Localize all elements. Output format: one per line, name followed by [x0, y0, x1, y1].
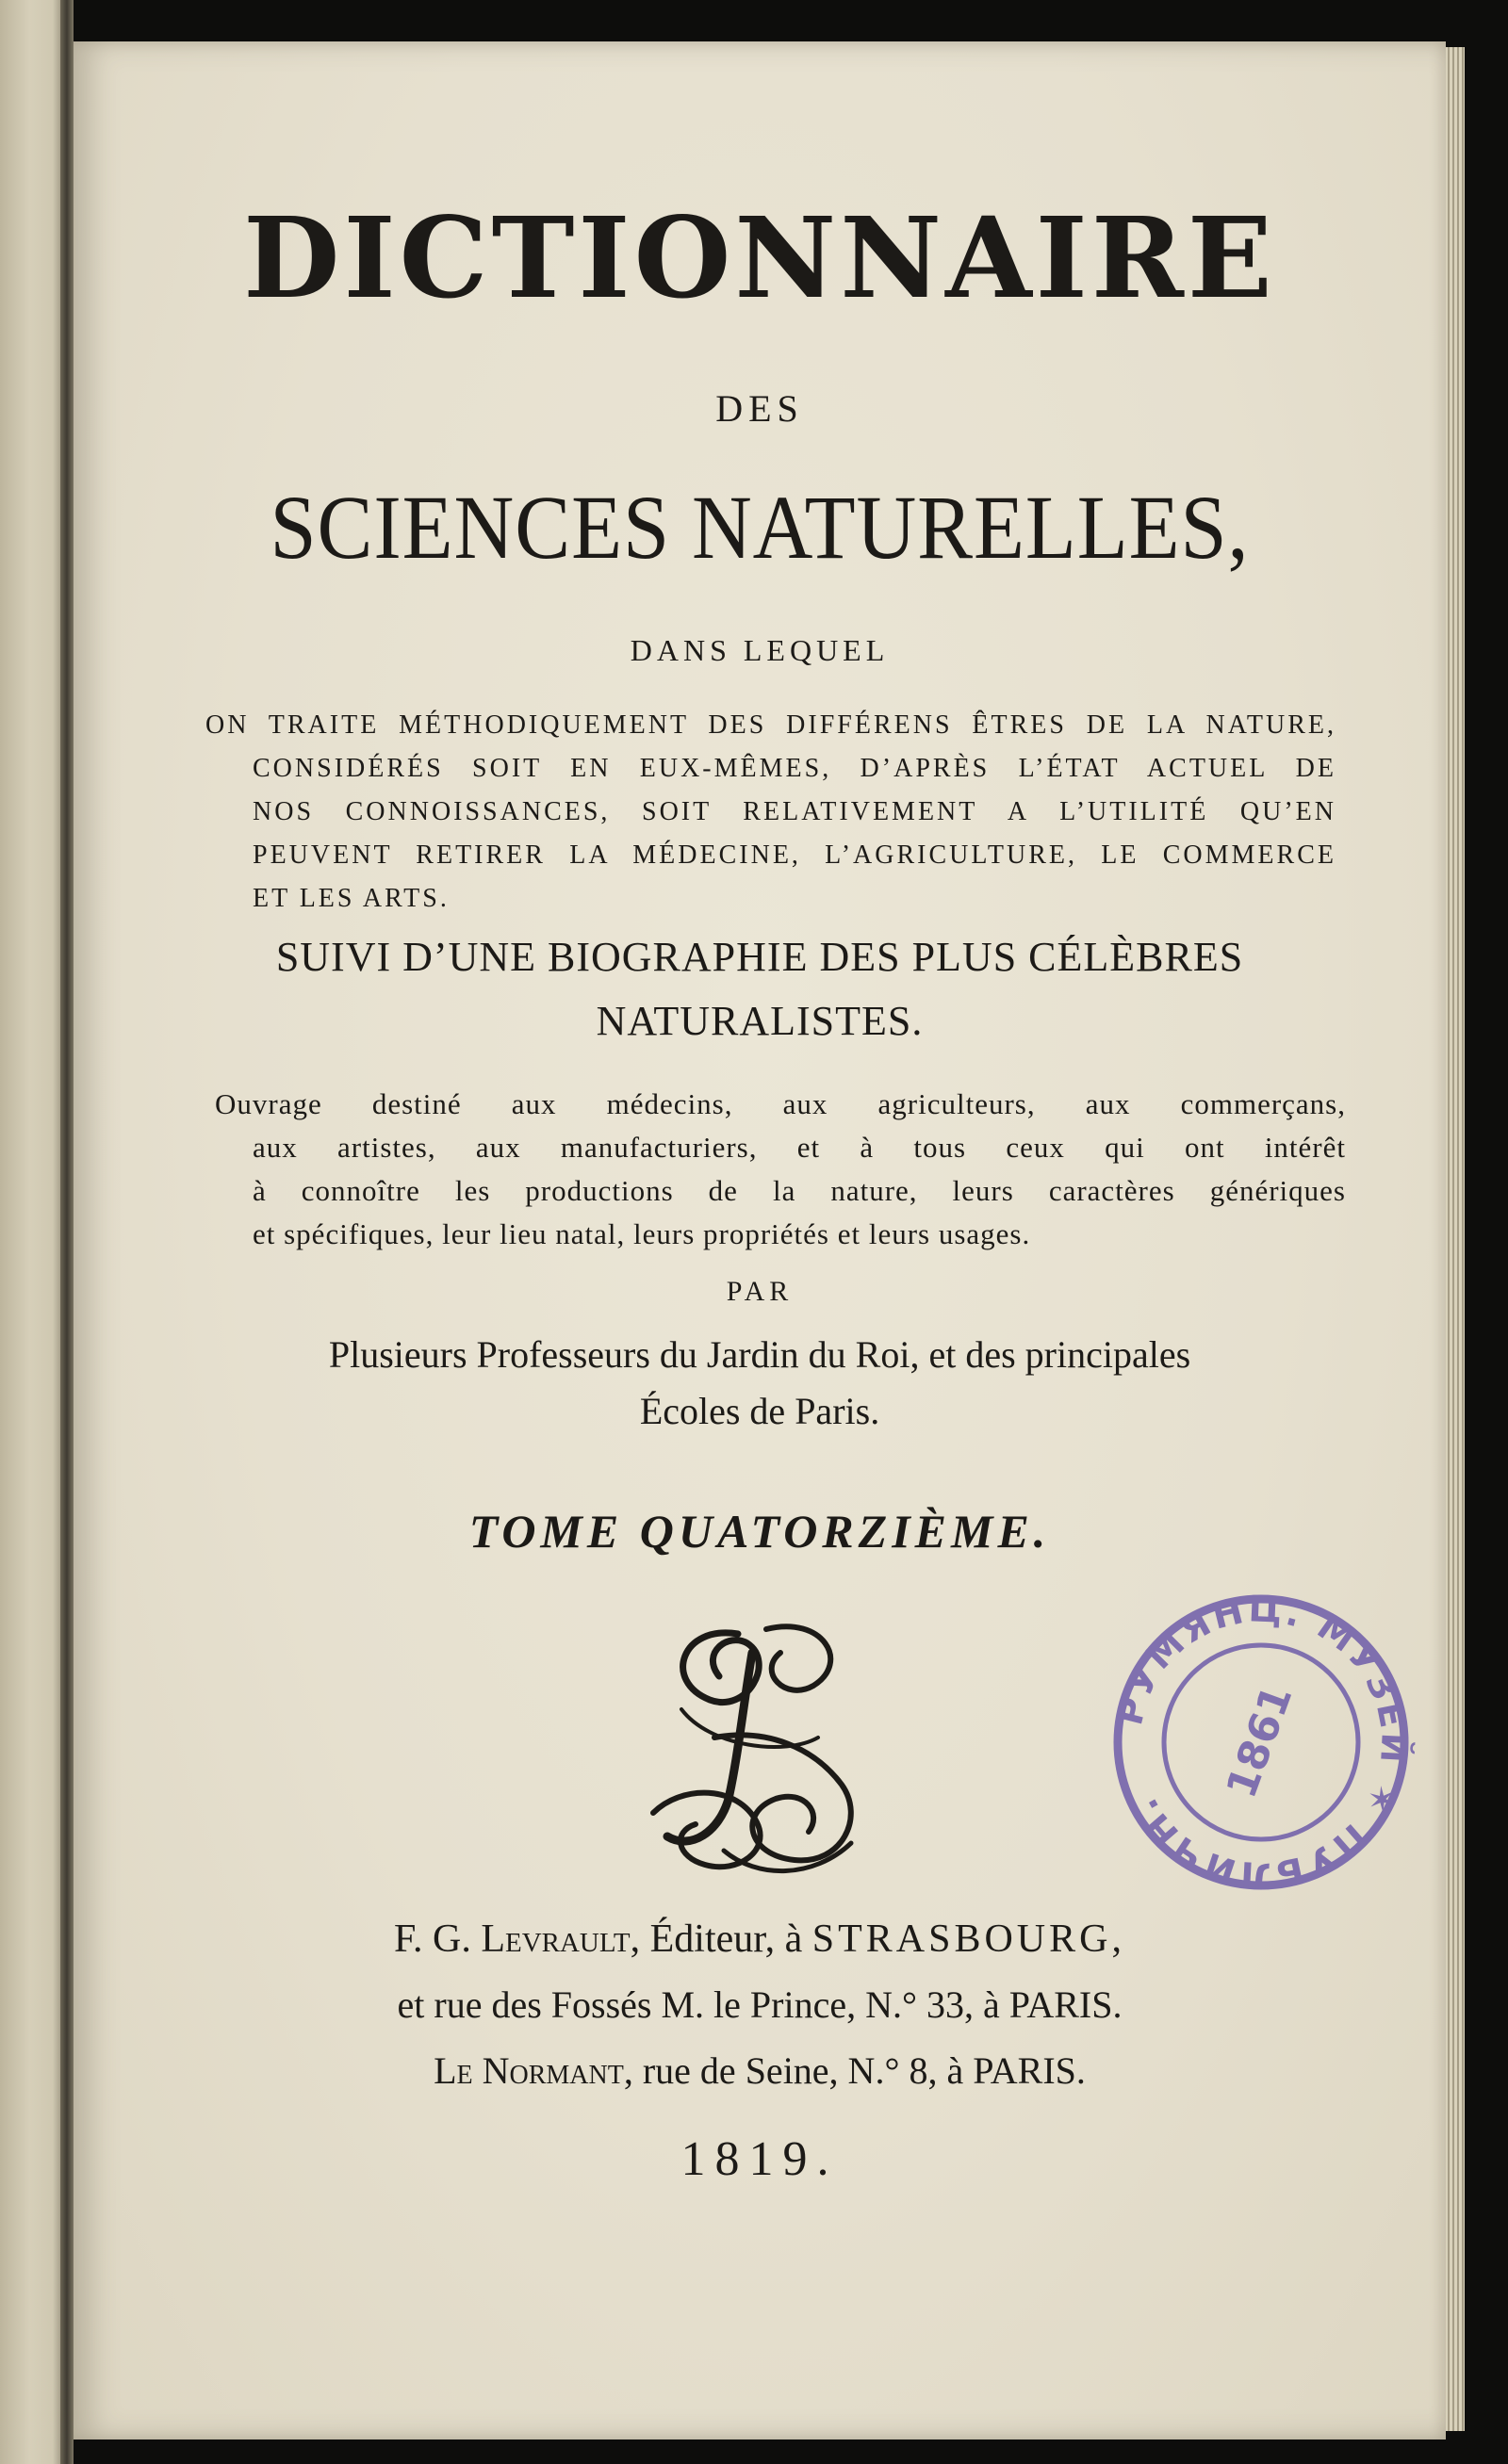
publisher-name: Levrault: [481, 1917, 631, 1961]
suivi-line: NATURALISTES.: [596, 998, 924, 1044]
previous-page-edge: [0, 0, 66, 2464]
imprint-city: STRASBOURG,: [811, 1917, 1125, 1961]
publisher-monogram: [625, 1596, 879, 1879]
publication-year: 1819.: [680, 2132, 839, 2186]
description-line: ON TRAITE MÉTHODIQUEMENT DES DIFFÉRENS ÊTRES DE LA NATURE,: [205, 710, 1336, 740]
ouvrage-line: aux artistes, aux manufacturiers, et à tous ceux qui ont intérêt: [253, 1131, 1346, 1164]
book-title: DICTIONNAIRE: [243, 192, 1276, 323]
intro-phrase: DANS LEQUEL: [630, 633, 890, 667]
description-line: ET LES ARTS.: [253, 884, 450, 913]
imprint-initials: F. G.: [394, 1917, 482, 1961]
ouvrage-line: et spécifiques, leur lieu natal, leurs propriétés et leurs usages.: [253, 1217, 1031, 1250]
ouvrage-line: à connoître les productions de la nature, leurs caractères génériques: [253, 1174, 1346, 1207]
description-line: NOS CONNOISSANCES, SOIT RELATIVEMENT A L’UTILITÉ QU’EN: [253, 797, 1336, 826]
bookseller-name: Le Normant: [434, 2049, 624, 2092]
authors-line: Plusieurs Professeurs du Jardin du Roi, et des principales: [328, 1333, 1191, 1376]
imprint-line-2: et rue des Fossés M. le Prince, N.° 33, à PARIS.: [397, 1983, 1123, 2026]
imprint-role: , Éditeur, à: [630, 1917, 812, 1961]
bookseller-address: , rue de Seine, N.° 8, à PARIS.: [623, 2049, 1086, 2092]
volume-label: TOME QUATORZIÈME.: [468, 1505, 1051, 1558]
description-line: CONSIDÉRÉS SOIT EN EUX-MÊMES, D’APRÈS L’ÉTAT ACTUEL DE: [253, 754, 1336, 783]
title-connector: DES: [715, 387, 804, 430]
ouvrage-line: Ouvrage destiné aux médecins, aux agriculteurs, aux commerçans,: [215, 1087, 1346, 1120]
imprint-line-3: [74, 2048, 1446, 2093]
library-stamp: [1101, 1587, 1421, 1898]
imprint-line-1: [74, 1917, 1446, 1962]
stamp-center-text: 1861: [1217, 1679, 1303, 1804]
book-subject: SCIENCES NATURELLES,: [270, 477, 1250, 578]
authors-line: Écoles de Paris.: [639, 1390, 880, 1432]
by-line: PAR: [726, 1276, 794, 1307]
description-line: PEUVENT RETIRER LA MÉDECINE, L’AGRICULTURE, LE COMMERCE: [253, 840, 1336, 870]
book-gutter: [60, 0, 74, 2464]
suivi-line: SUIVI D’UNE BIOGRAPHIE DES PLUS CÉLÈBRES: [275, 934, 1244, 980]
stamp-ring-text: РУМЯНЦ. МУЗЕЙ ✶ ПУБЛИЧН.: [1108, 1588, 1416, 1897]
title-page: [74, 41, 1446, 2440]
